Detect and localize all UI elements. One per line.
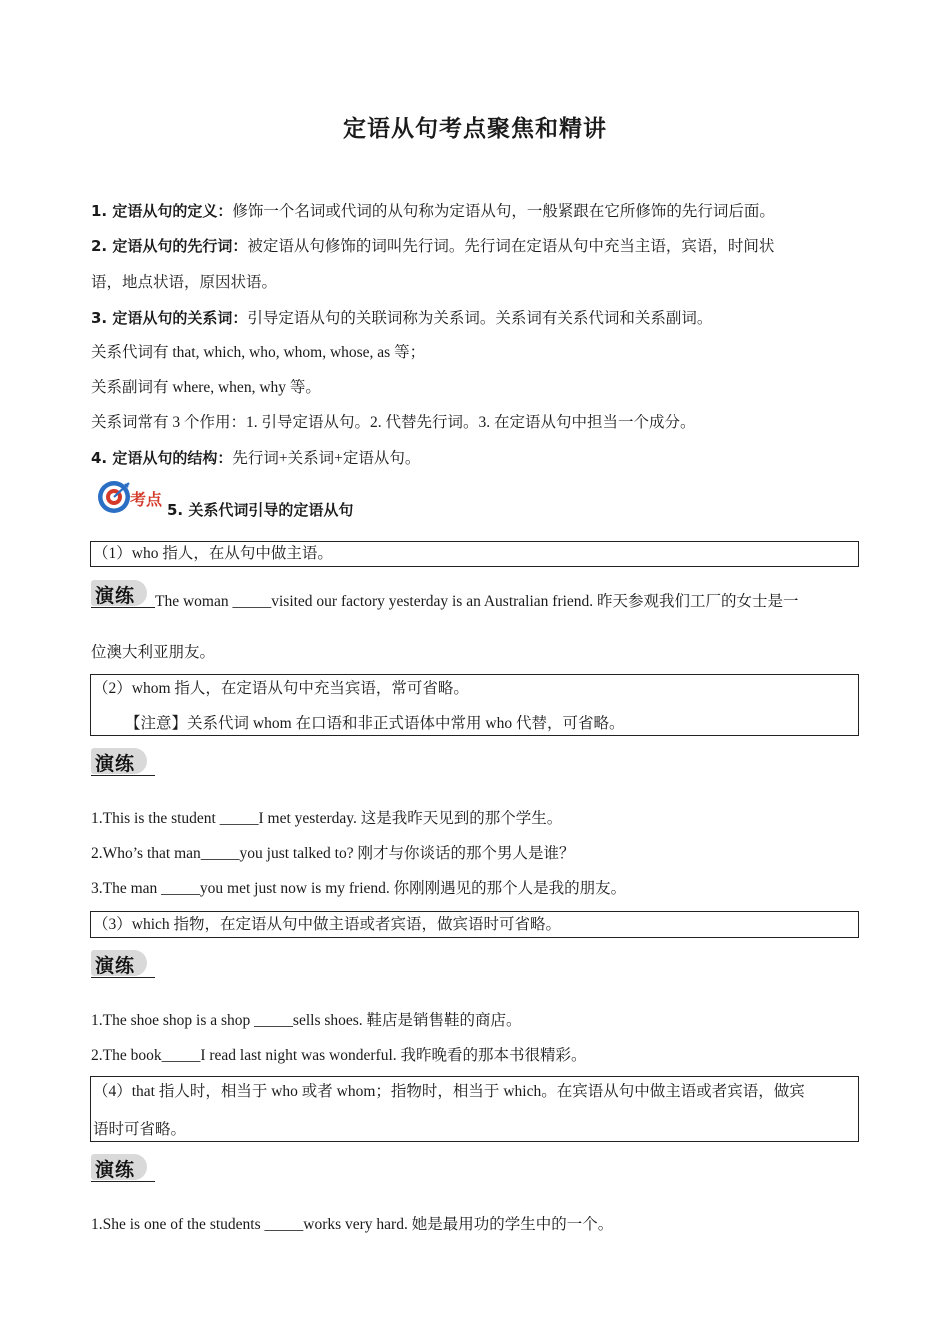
structure-paragraph xyxy=(91,448,861,469)
exercise-which-2: 2.The book_____I read last night was wonderful. 我昨晚看的那本书很精彩。 xyxy=(91,1047,587,1064)
practice-badge xyxy=(91,746,155,776)
structure-text: 先行词+关系词+定语从句。 xyxy=(232,450,421,467)
exercise-which-1: 1.The shoe shop is a shop _____sells shoes. 鞋店是销售鞋的商店。 xyxy=(91,1012,522,1029)
rule-that-text: （4）that 指人时，相当于 who 或者 whom；指物时，相当于 which。在宾语从句中做主语或者宾语，做宾 xyxy=(93,1083,805,1100)
target-icon xyxy=(96,479,134,515)
relative-word-paragraph xyxy=(91,308,861,329)
rule-that-continuation: 语时可省略。 xyxy=(93,1121,187,1138)
exercise-whom-2: 2.Who’s that man_____you just talked to? 刚才与你谈话的那个男人是谁？ xyxy=(91,845,575,862)
key-point-badge xyxy=(96,479,168,515)
antecedent-heading: 2. 定语从句的先行词： xyxy=(91,237,248,255)
exercise-whom-1: 1.This is the student _____I met yesterday. 这是我昨天见到的那个学生。 xyxy=(91,810,563,827)
practice-underline xyxy=(91,607,155,608)
relative-word-heading: 3. 定语从句的关系词： xyxy=(91,309,248,327)
definition-paragraph xyxy=(91,201,861,222)
practice-badge xyxy=(91,578,155,608)
rule-box-which xyxy=(90,911,859,938)
rule-whom-text: （2）whom 指人，在定语从句中充当宾语，常可省略。 xyxy=(93,680,469,697)
section-5-heading: 5. 关系代词引导的定语从句 xyxy=(167,501,354,519)
practice-underline xyxy=(91,977,155,978)
antecedent-text: 被定语从句修饰的词叫先行词。先行词在定语从句中充当主语，宾语，时间状 xyxy=(247,238,775,255)
practice-badge xyxy=(91,1152,155,1182)
practice-label: 演练 xyxy=(95,1159,136,1181)
definition-heading: 1. 定语从句的定义： xyxy=(91,202,233,220)
practice-badge xyxy=(91,948,155,978)
practice-label: 演练 xyxy=(95,955,136,977)
rule-box-whom xyxy=(90,674,859,736)
antecedent-paragraph xyxy=(91,236,861,257)
relative-word-text: 引导定语从句的关联词称为关系词。关系词有关系代词和关系副词。 xyxy=(247,310,713,327)
relative-functions-line: 关系词常有 3 个作用：1. 引导定语从句。2. 代替先行词。3. 在定语从句中担当一个成分。 xyxy=(91,414,696,431)
practice-underline xyxy=(91,775,155,776)
relative-adverbs-line: 关系副词有 where, when, why 等。 xyxy=(91,379,321,396)
rule-whom-note: 【注意】关系代词 whom 在口语和非正式语体中常用 who 代替，可省略。 xyxy=(125,715,625,732)
antecedent-continuation: 语，地点状语，原因状语。 xyxy=(91,274,278,291)
practice-label: 演练 xyxy=(95,753,136,775)
exercise-that-1: 1.She is one of the students _____works very hard. 她是最用功的学生中的一个。 xyxy=(91,1216,614,1233)
definition-text: 修饰一个名词或代词的从句称为定语从句，一般紧跟在它所修饰的先行词后面。 xyxy=(232,203,775,220)
structure-heading: 4. 定语从句的结构： xyxy=(91,449,233,467)
relative-pronouns-line: 关系代词有 that, which, who, whom, whose, as 等； xyxy=(91,344,426,361)
exercise-whom-3: 3.The man _____you met just now is my friend. 你刚刚遇见的那个人是我的朋友。 xyxy=(91,880,627,897)
rule-box-who xyxy=(90,541,859,567)
key-point-label: 考点 xyxy=(130,490,163,509)
exercise-who-line-1: The woman _____visited our factory yesterday is an Australian friend. 昨天参观我们工厂的女士是一 xyxy=(155,593,799,610)
exercise-who-line-2: 位澳大利亚朋友。 xyxy=(91,644,216,661)
practice-underline xyxy=(91,1181,155,1182)
rule-who-text: （1）who 指人，在从句中做主语。 xyxy=(93,545,333,562)
rule-which-text: （3）which 指物，在定语从句中做主语或者宾语，做宾语时可省略。 xyxy=(93,916,562,933)
rule-box-that xyxy=(90,1076,859,1142)
practice-label: 演练 xyxy=(95,585,136,607)
page-title: 定语从句考点聚焦和精讲 xyxy=(343,116,607,142)
